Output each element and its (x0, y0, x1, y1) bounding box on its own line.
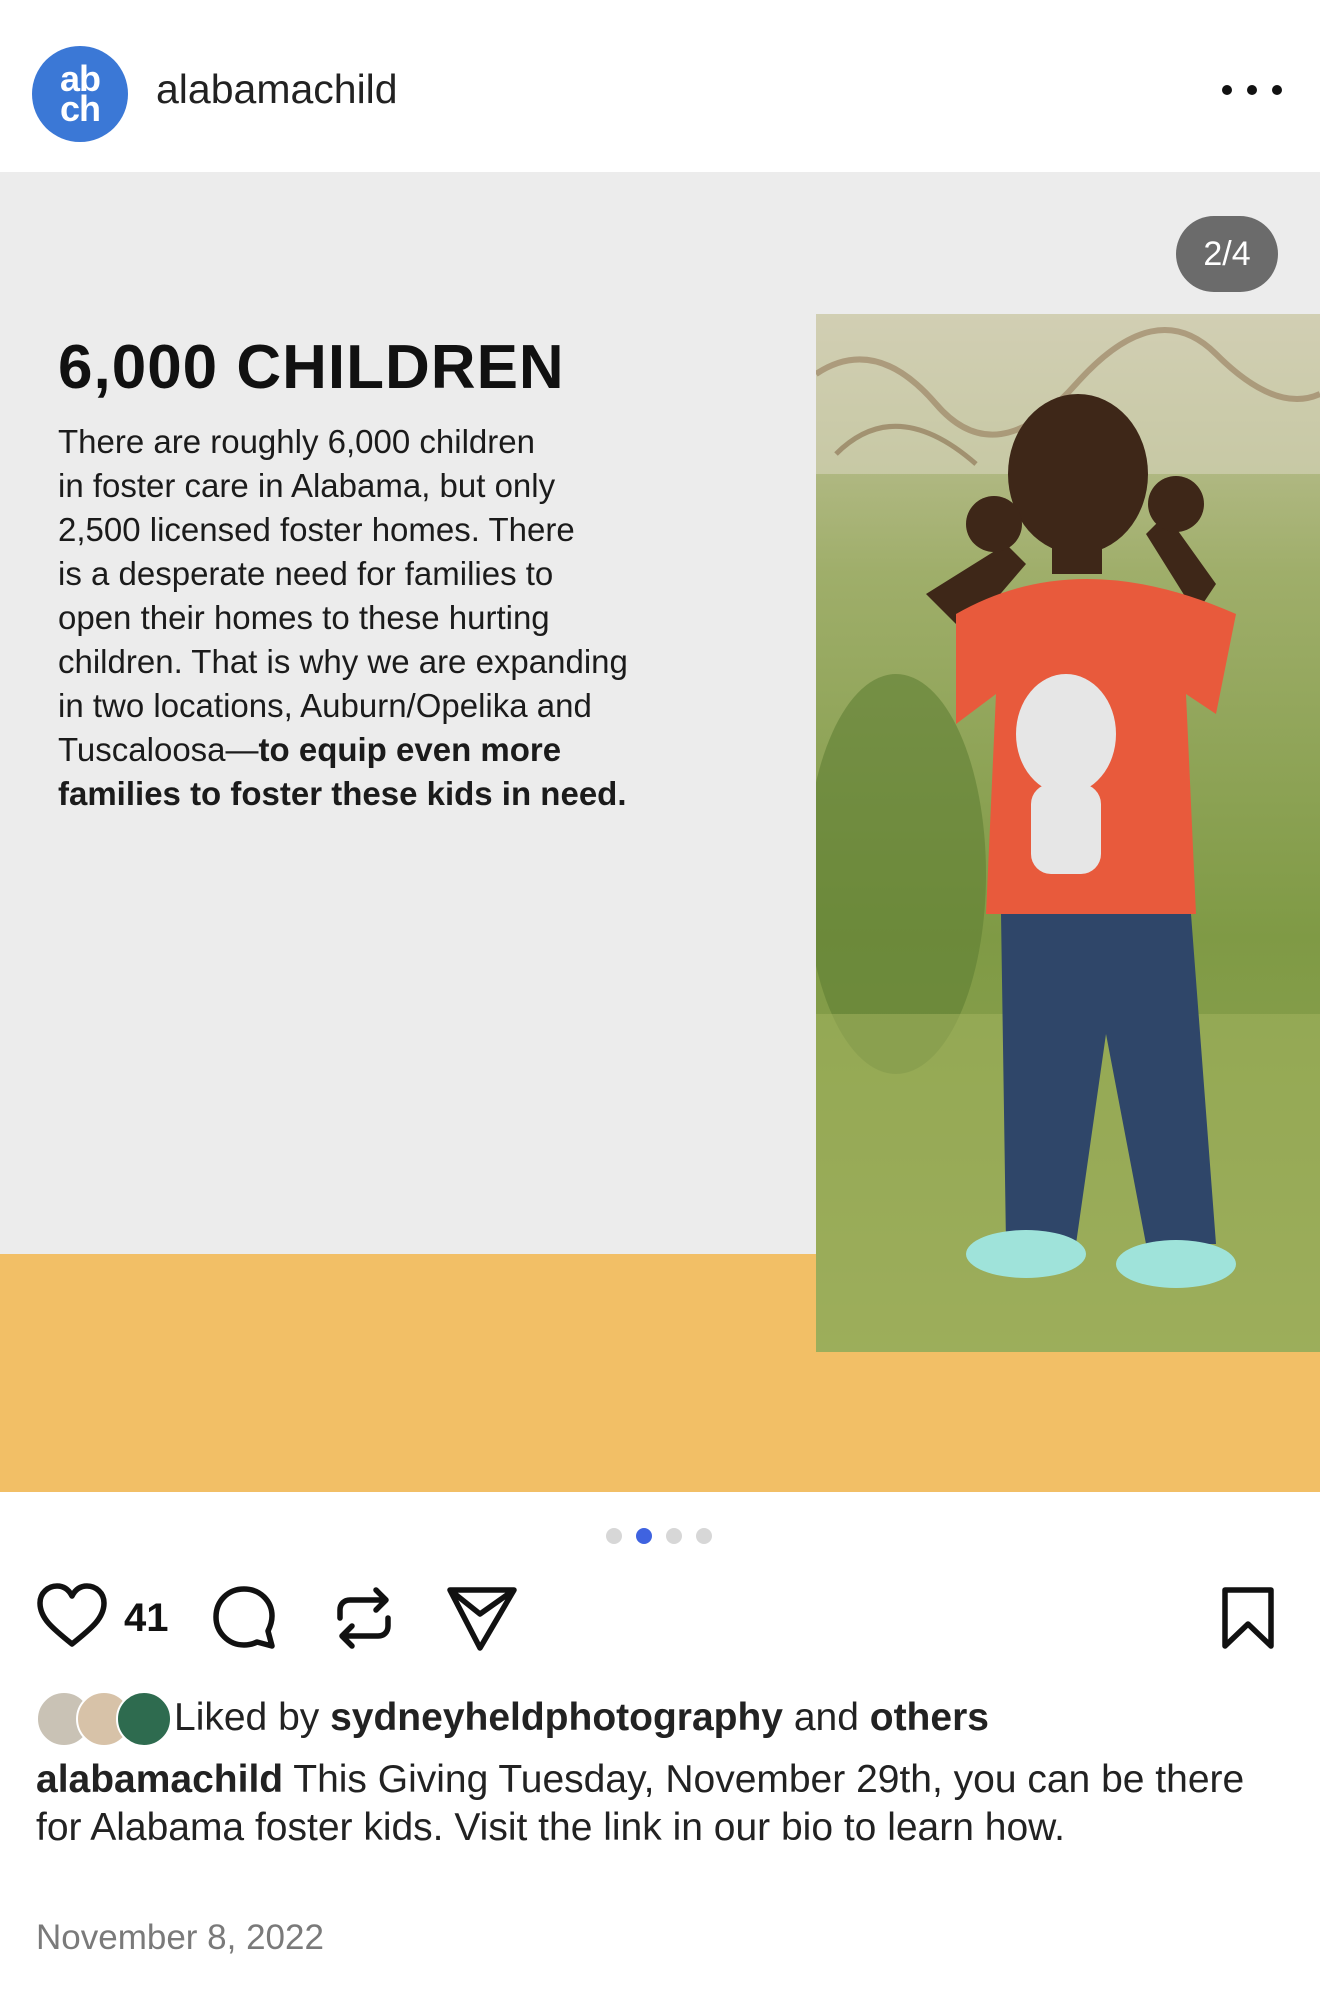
send-icon[interactable] (446, 1584, 518, 1652)
body-line: 2,500 licensed foster homes. There (58, 511, 575, 548)
avatar-text-top: ab (59, 58, 100, 99)
likes-count[interactable]: 41 (124, 1596, 169, 1640)
comment-icon[interactable] (210, 1584, 278, 1652)
carousel-dot[interactable] (666, 1528, 682, 1544)
liker-avatars (36, 1691, 170, 1745)
liked-by-row[interactable] (36, 1690, 989, 1746)
body-line: children. That is why we are expanding (58, 643, 628, 680)
heart-icon[interactable] (36, 1582, 108, 1650)
liked-by-others[interactable]: others (869, 1696, 989, 1739)
body-line: in foster care in Alabama, but only (58, 467, 556, 504)
body-line: is a desperate need for families to (58, 555, 554, 592)
body-line: There are roughly 6,000 children (58, 423, 535, 460)
body-line: open their homes to these hurting (58, 599, 550, 636)
post-image[interactable] (0, 172, 1320, 1492)
avatar-text-bottom: ch (59, 88, 100, 129)
liked-by-prefix: Liked by (174, 1696, 331, 1739)
profile-avatar[interactable] (32, 46, 128, 142)
slide-counter: 2/4 (1176, 216, 1278, 292)
more-options-icon[interactable] (1222, 68, 1282, 112)
liked-by-text (174, 1696, 989, 1740)
carousel-dot-active[interactable] (636, 1528, 652, 1544)
body-line (58, 772, 678, 816)
bookmark-icon[interactable] (1220, 1586, 1276, 1650)
slide-headline: 6,000 CHILDREN (58, 333, 565, 402)
slide-body-text (58, 420, 678, 816)
liked-by-middle: and (783, 1696, 870, 1739)
carousel-dots (606, 1528, 712, 1544)
body-plain: Tuscaloosa— (58, 731, 259, 768)
body-line (58, 728, 678, 772)
liker-avatar (116, 1691, 172, 1747)
repost-icon[interactable] (332, 1584, 396, 1652)
caption-username[interactable]: alabamachild (36, 1758, 284, 1801)
body-bold: to equip even more (258, 731, 562, 768)
username[interactable]: alabamachild (156, 66, 398, 112)
liked-by-user[interactable]: sydneyheldphotography (330, 1696, 783, 1739)
body-line: in two locations, Auburn/Opelika and (58, 687, 592, 724)
post-header (0, 0, 1320, 172)
post-date: November 8, 2022 (36, 1918, 324, 1957)
child-photo (816, 314, 1320, 1352)
post-caption (36, 1756, 1286, 1852)
body-bold: families to foster these kids in need. (58, 775, 627, 812)
action-bar (0, 1582, 1320, 1658)
carousel-dot[interactable] (696, 1528, 712, 1544)
caption-text: This Giving Tuesday, November 29th, you can be there for Alabama foster kids. Visit the link in our bio to learn how. (36, 1758, 1245, 1849)
carousel-dot[interactable] (606, 1528, 622, 1544)
